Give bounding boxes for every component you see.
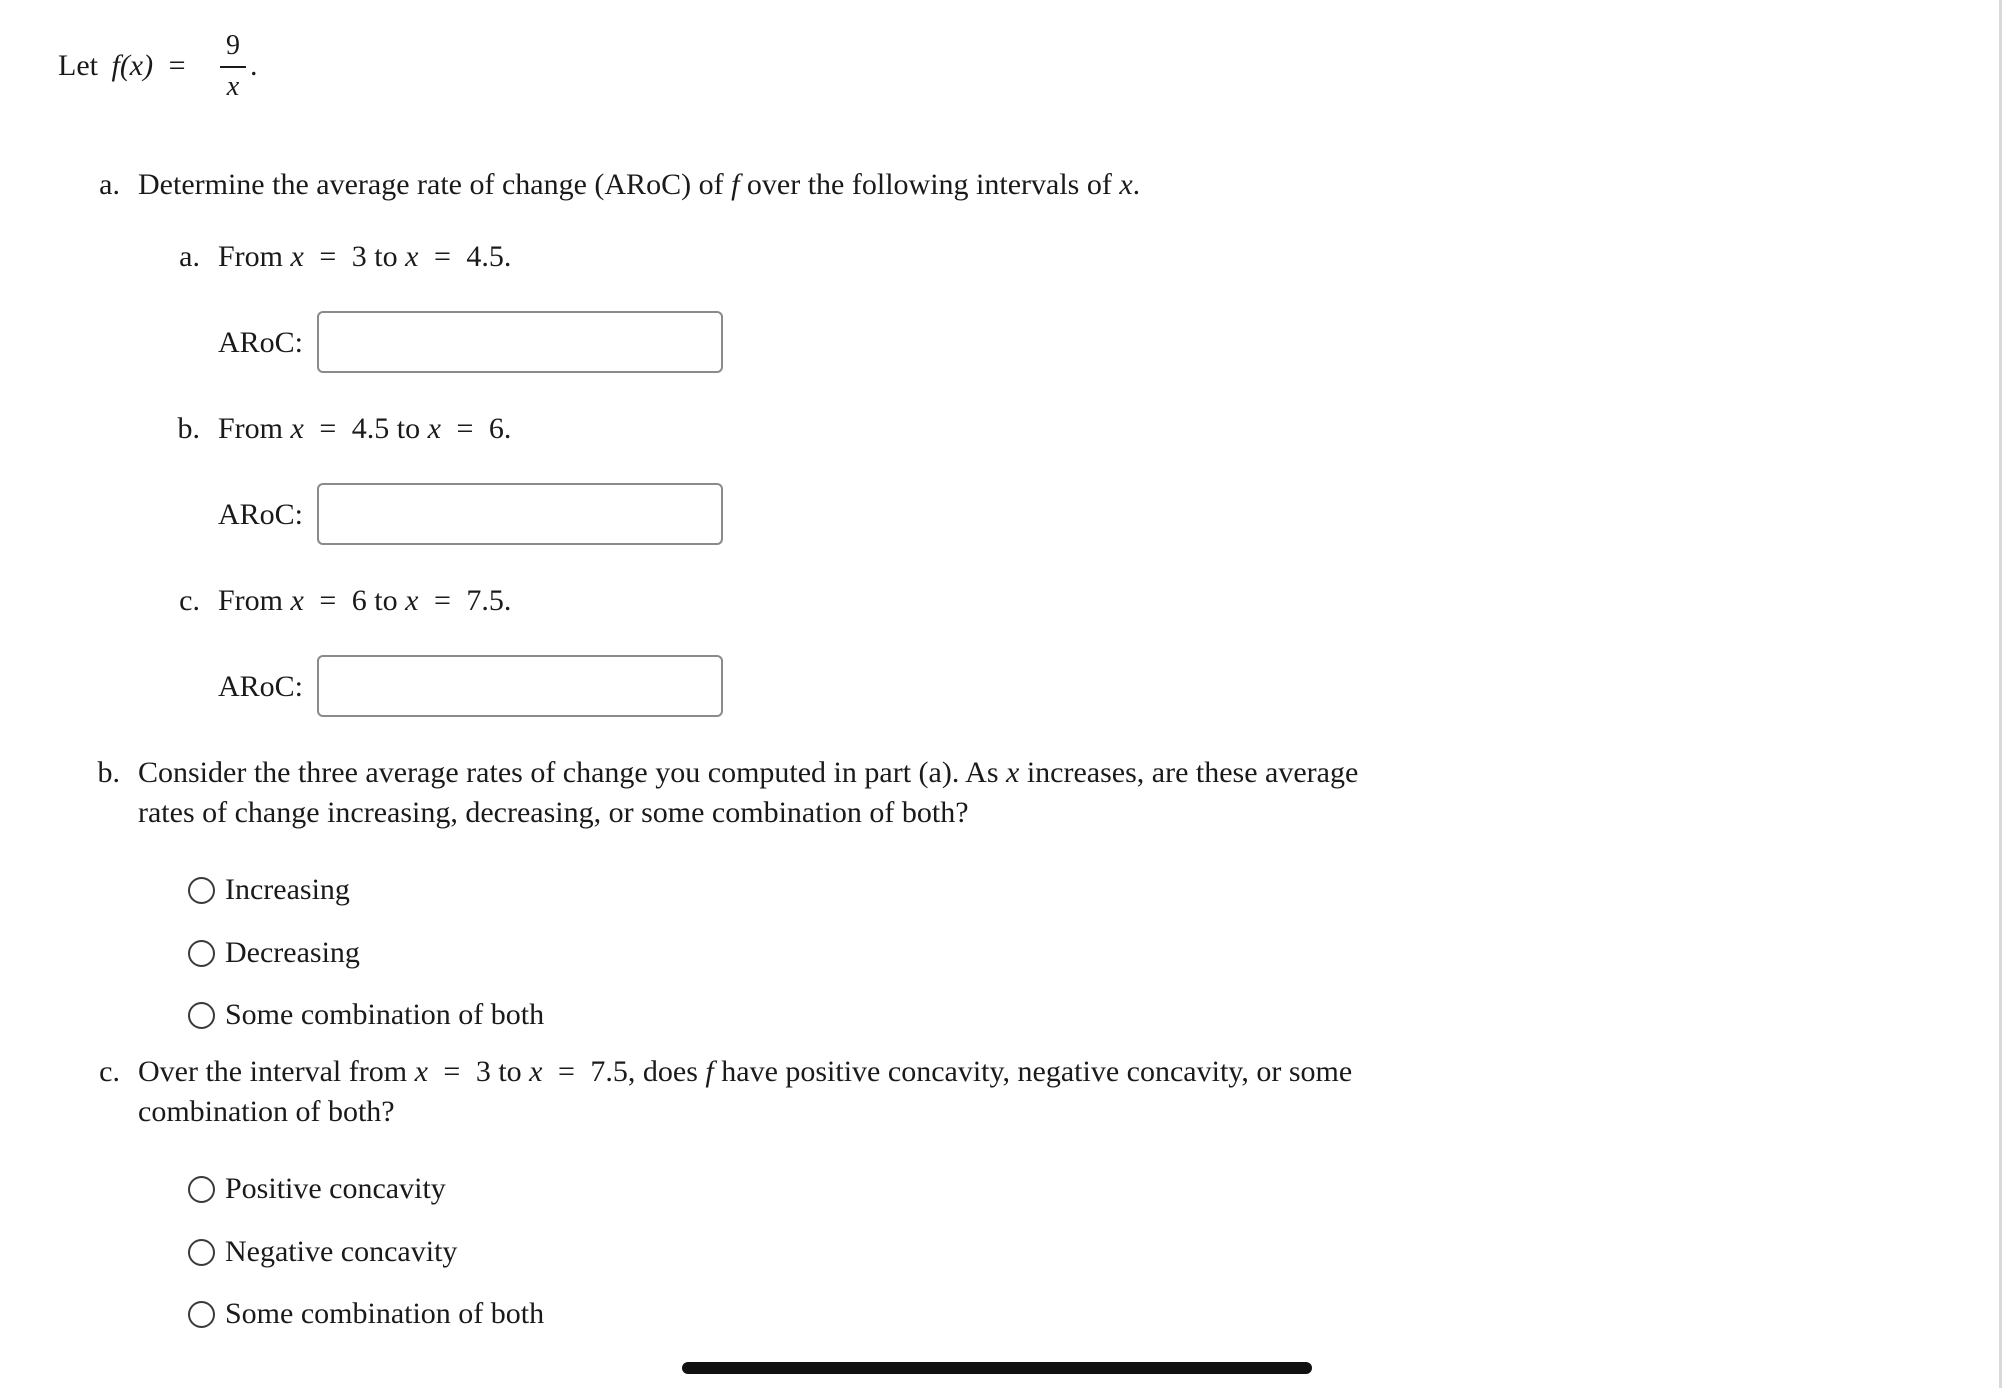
part-c-question-line1 — [138, 1053, 1352, 1091]
subitem-c-v1: 6 — [351, 584, 367, 617]
subitem-c-v2: 7.5. — [466, 584, 512, 617]
option-combination-b[interactable] — [188, 996, 544, 1034]
subitem-b-eq1: = — [319, 412, 337, 445]
fraction-bar — [220, 66, 246, 68]
part-a-prompt-x: x — [1119, 168, 1133, 201]
subitem-c-from: From — [218, 584, 284, 617]
part-c-to: to — [498, 1055, 522, 1088]
fraction-numerator: 9 — [226, 30, 240, 61]
subitem-b-v2: 6. — [488, 412, 512, 445]
part-b-question-line1 — [138, 754, 1358, 792]
part-b-line1-x: x — [1006, 756, 1020, 789]
subitem-a-v1: 3 — [351, 240, 367, 273]
option-decreasing-label: Decreasing — [225, 936, 360, 969]
part-c-v1: 3 — [475, 1055, 491, 1088]
intro-function: f(x) — [111, 49, 154, 82]
subitem-b-x2: x — [427, 412, 441, 445]
intro-line — [58, 49, 194, 83]
intro-let: Let — [58, 49, 98, 82]
subitem-c-to: to — [374, 584, 398, 617]
part-c-line1-start: Over the interval from — [138, 1055, 408, 1088]
part-c-question-line2: combination of both? — [138, 1095, 395, 1128]
subitem-b-from: From — [218, 412, 284, 445]
option-combination-c[interactable] — [188, 1295, 544, 1333]
part-a-marker: a. — [99, 168, 120, 201]
intro-equals: = — [168, 49, 186, 82]
radio-combination-c[interactable] — [188, 1301, 215, 1328]
part-c-marker: c. — [99, 1055, 120, 1088]
subitem-a-interval — [218, 238, 511, 276]
aroc-label-a: ARoC: — [218, 326, 304, 359]
option-negative-concavity-label: Negative concavity — [225, 1235, 458, 1268]
aroc-input-c[interactable] — [317, 655, 723, 717]
subitem-c-eq2: = — [433, 584, 451, 617]
part-c-eq1: = — [443, 1055, 461, 1088]
part-c-eq2: = — [557, 1055, 575, 1088]
subitem-a-from: From — [218, 240, 284, 273]
subitem-b-v1: 4.5 — [351, 412, 390, 445]
part-a-prompt-end: . — [1132, 168, 1141, 201]
intro-period: . — [250, 49, 258, 82]
radio-positive-concavity[interactable] — [188, 1176, 215, 1203]
option-positive-concavity-label: Positive concavity — [225, 1172, 446, 1205]
aroc-label-b: ARoC: — [218, 498, 304, 531]
subitem-c-eq1: = — [319, 584, 337, 617]
part-c-v2: 7.5, — [590, 1055, 636, 1088]
subitem-a-x2: x — [405, 240, 419, 273]
radio-combination-b[interactable] — [188, 1002, 215, 1029]
aroc-label-c: ARoC: — [218, 670, 304, 703]
subitem-a-marker: a. — [179, 240, 200, 273]
radio-increasing[interactable] — [188, 877, 215, 904]
option-positive-concavity[interactable] — [188, 1170, 446, 1208]
subitem-b-x1: x — [290, 412, 304, 445]
radio-negative-concavity[interactable] — [188, 1239, 215, 1266]
aroc-input-a[interactable] — [317, 311, 723, 373]
subitem-a-to: to — [374, 240, 398, 273]
fraction-denominator: x — [226, 71, 240, 102]
part-c-does: does — [642, 1055, 698, 1088]
part-a-prompt — [138, 166, 1140, 204]
subitem-a-eq2: = — [433, 240, 451, 273]
option-combination-c-label: Some combination of both — [225, 1297, 545, 1330]
part-a-prompt-after: over the following intervals of — [746, 168, 1112, 201]
subitem-b-interval — [218, 410, 511, 448]
subitem-a-v2: 4.5. — [466, 240, 512, 273]
part-b-marker: b. — [97, 756, 120, 789]
part-c-x2: x — [529, 1055, 543, 1088]
part-a-prompt-f: f — [731, 168, 740, 201]
option-negative-concavity[interactable] — [188, 1233, 457, 1271]
option-decreasing[interactable] — [188, 934, 360, 972]
subitem-c-interval — [218, 582, 511, 620]
subitem-a-eq1: = — [319, 240, 337, 273]
subitem-b-marker: b. — [177, 412, 200, 445]
option-increasing[interactable] — [188, 871, 350, 909]
part-b-question-line2: rates of change increasing, decreasing, or some combination of both? — [138, 796, 969, 829]
home-indicator[interactable] — [682, 1362, 1312, 1374]
part-c-x1: x — [414, 1055, 428, 1088]
subitem-c-x2: x — [405, 584, 419, 617]
subitem-c-x1: x — [290, 584, 304, 617]
intro-fraction — [220, 28, 246, 104]
option-increasing-label: Increasing — [225, 873, 350, 906]
part-c-line1-end: have positive concavity, negative concavity, or some — [721, 1055, 1353, 1088]
subitem-c-marker: c. — [179, 584, 200, 617]
subitem-a-x1: x — [290, 240, 304, 273]
option-combination-b-label: Some combination of both — [225, 998, 545, 1031]
part-b-line1-after: increases, are these average — [1026, 756, 1359, 789]
subitem-b-to: to — [396, 412, 421, 445]
radio-decreasing[interactable] — [188, 940, 215, 967]
aroc-input-b[interactable] — [317, 483, 723, 545]
subitem-b-eq2: = — [456, 412, 474, 445]
part-b-line1-before: Consider the three average rates of change you computed in part (a). As — [138, 756, 999, 789]
part-c-f: f — [705, 1055, 714, 1088]
part-a-prompt-before: Determine the average rate of change (ARoC) of — [138, 168, 724, 201]
